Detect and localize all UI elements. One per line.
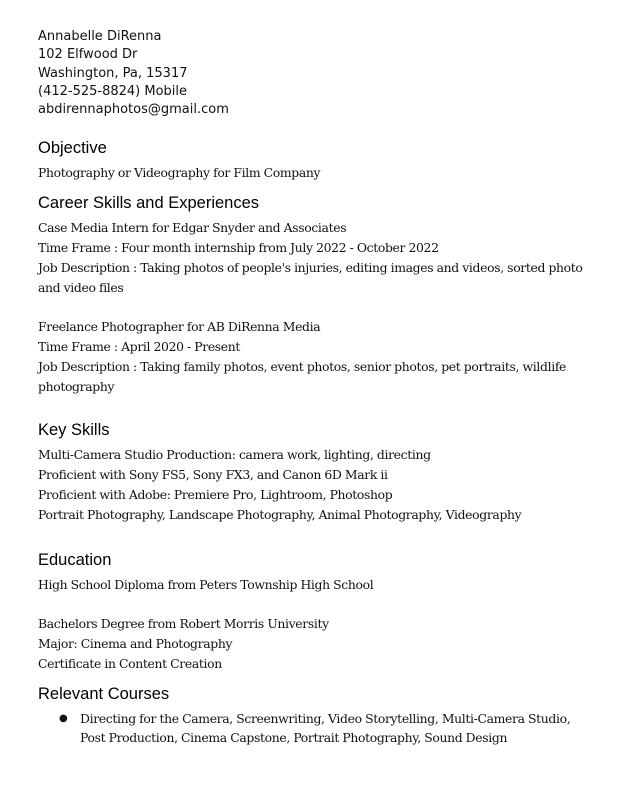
contact-city: Washington, Pa, 15317 — [38, 65, 188, 81]
skill-item: Proficient with Adobe: Premiere Pro, Lightroom, Photoshop — [38, 487, 393, 503]
job-timeframe: Time Frame : Four month internship from July 2022 - October 2022 — [38, 240, 439, 256]
objective-text: Photography or Videography for Film Company — [38, 165, 321, 181]
experience-section — [38, 193, 598, 396]
job-title: Freelance Photographer for AB DiRenna Media — [38, 319, 321, 335]
list-item — [38, 709, 598, 749]
courses-list — [38, 709, 598, 749]
experience-heading: Career Skills and Experiences — [38, 194, 260, 213]
skill-item: Multi-Camera Studio Production: camera work, lighting, directing — [38, 447, 431, 463]
objective-section — [38, 138, 598, 183]
education-section — [38, 550, 598, 674]
courses-section — [38, 684, 598, 749]
skills-section — [38, 420, 598, 524]
education-certificate: Certificate in Content Creation — [38, 655, 222, 671]
job-title: Case Media Intern for Edgar Snyder and Associates — [38, 220, 347, 236]
objective-heading: Objective — [38, 139, 107, 158]
education-high-school: High School Diploma from Peters Township High School — [38, 576, 374, 592]
contact-block — [38, 28, 598, 119]
job-description: Job Description : Taking photos of people's injuries, editing images and videos, sorted photo and video files — [38, 259, 583, 295]
job-timeframe: Time Frame : April 2020 - Present — [38, 339, 241, 355]
bullet-icon: ● — [59, 712, 68, 724]
contact-phone: (412-525-8824) Mobile — [38, 83, 188, 99]
contact-name: Annabelle DiRenna — [38, 29, 162, 44]
skill-item: Proficient with Sony FS5, Sony FX3, and Canon 6D Mark ii — [38, 467, 388, 483]
education-heading: Education — [38, 550, 112, 569]
contact-email: abdirennaphotos@gmail.com — [38, 102, 229, 118]
resume-page — [38, 28, 598, 748]
courses-heading: Relevant Courses — [38, 684, 170, 703]
education-major: Major: Cinema and Photography — [38, 636, 233, 652]
skill-item: Portrait Photography, Landscape Photography, Animal Photography, Videography — [38, 506, 522, 522]
contact-address: 102 Elfwood Dr — [38, 47, 138, 63]
course-text: Directing for the Camera, Screenwriting, Video Storytelling, Multi-Camera Studio, Post Production, Cinema Capstone, Portrait Photography, Sound Design — [80, 710, 571, 746]
skills-heading: Key Skills — [38, 421, 110, 440]
job-description: Job Description : Taking family photos, event photos, senior photos, pet portraits, wildlife photography — [38, 358, 567, 394]
education-degree: Bachelors Degree from Robert Morris University — [38, 616, 329, 632]
